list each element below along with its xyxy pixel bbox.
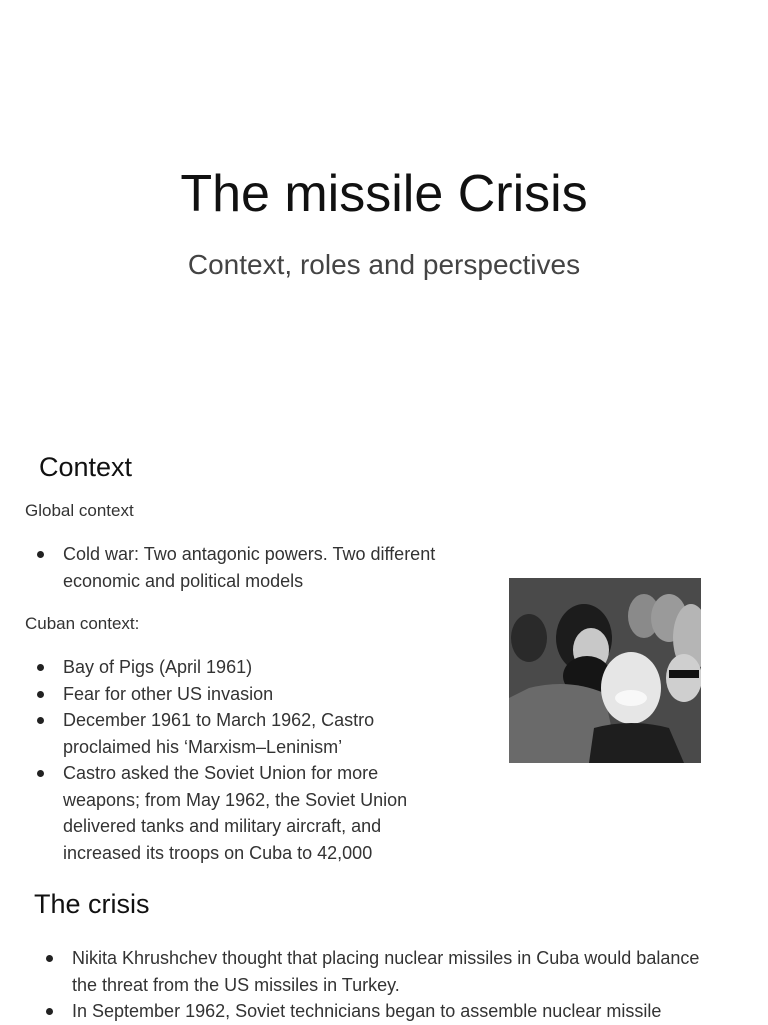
list-item	[34, 998, 724, 1025]
bullet-icon	[37, 551, 44, 558]
list-item-text: Castro asked the Soviet Union for more weapons; from May 1962, the Soviet Union delivered tanks and military aircraft, and increased its troops on Cuba to 42,000	[63, 763, 408, 863]
bullet-icon	[37, 770, 44, 777]
crisis-list	[34, 945, 724, 1025]
list-item-text: December 1961 to March 1962, Castro proclaimed his ‘Marxism–Leninism’	[63, 710, 375, 757]
context-heading: Context	[39, 452, 133, 482]
bullet-icon	[46, 1008, 53, 1015]
page-subtitle: Context, roles and perspectives	[187, 249, 581, 280]
global-context-list	[25, 541, 445, 594]
list-item-text: Bay of Pigs (April 1961)	[63, 657, 253, 677]
list-item	[25, 541, 445, 594]
list-item	[25, 681, 455, 708]
bullet-icon	[37, 664, 44, 671]
bullet-icon	[37, 691, 44, 698]
list-item	[25, 760, 455, 866]
photo-castro-khrushchev-icon	[509, 578, 701, 763]
list-item	[25, 707, 455, 760]
cuban-context-list	[25, 654, 455, 866]
historical-photo	[509, 578, 701, 763]
bullet-icon	[37, 717, 44, 724]
bullet-icon	[46, 955, 53, 962]
cuban-context-label: Cuban context:	[25, 614, 140, 633]
global-context-label: Global context	[25, 501, 134, 520]
page-title: The missile Crisis	[180, 165, 588, 223]
list-item	[25, 654, 455, 681]
list-item-text: Cold war: Two antagonic powers. Two different economic and political models	[63, 544, 436, 591]
list-item-text: Fear for other US invasion	[63, 683, 274, 704]
list-item	[34, 945, 724, 998]
list-item-text: Nikita Khrushchev thought that placing nuclear missiles in Cuba would balance the threat from the US missiles in Turkey.	[72, 948, 700, 995]
crisis-heading: The crisis	[34, 889, 150, 919]
list-item-text: In September 1962, Soviet technicians began to assemble nuclear missile	[72, 1001, 662, 1021]
